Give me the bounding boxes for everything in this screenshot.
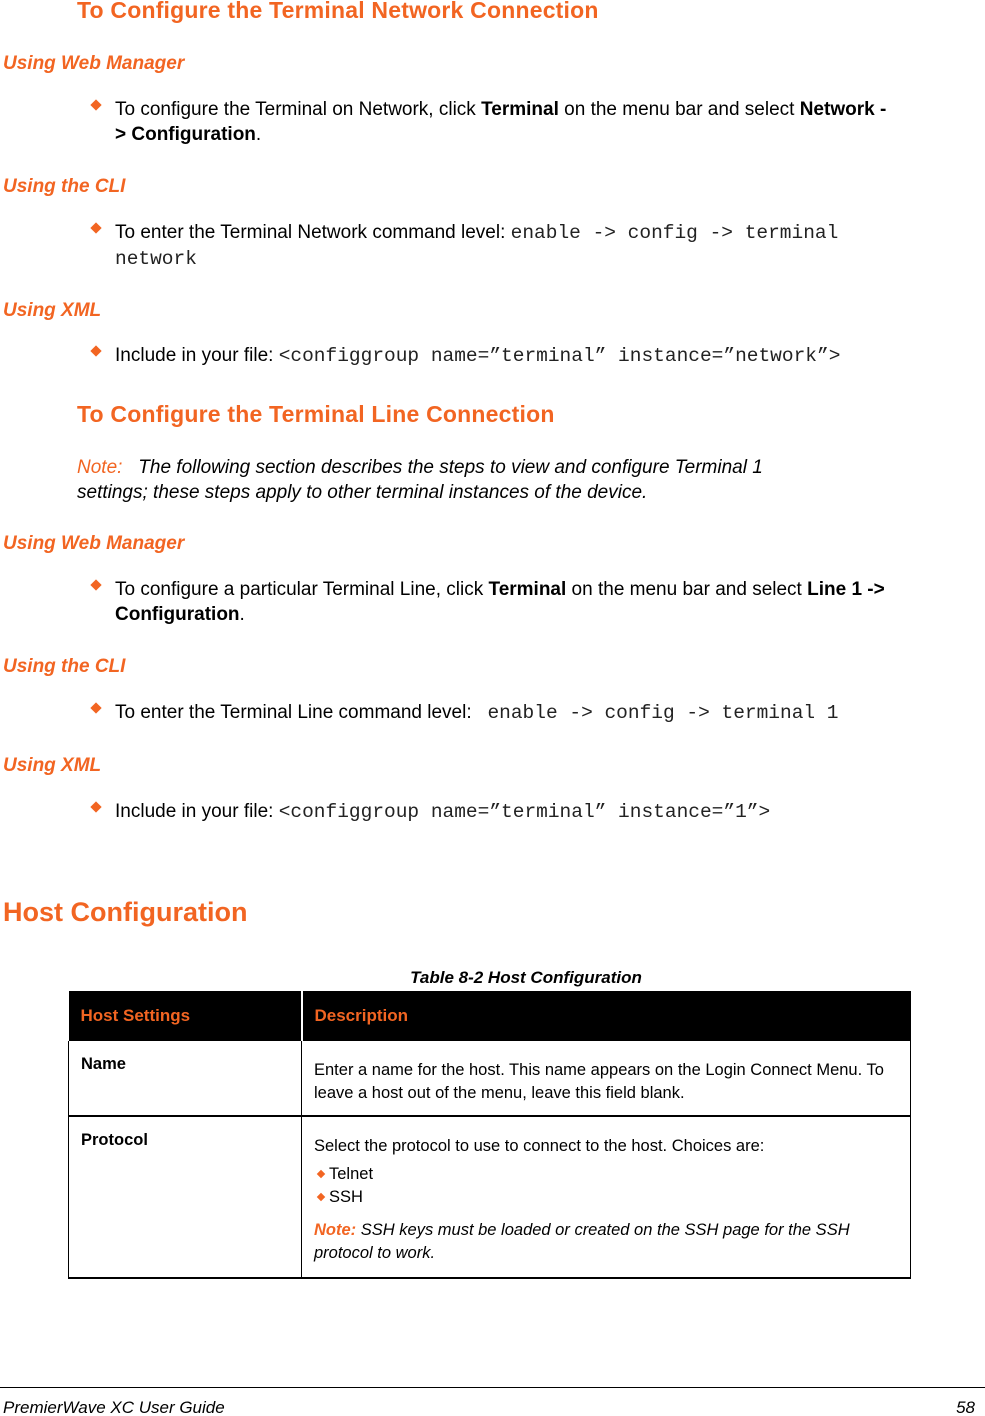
bullet-icon (90, 579, 101, 590)
bullet-icon (90, 801, 101, 812)
bullet-icon (317, 1193, 325, 1201)
bullet-icon (90, 702, 101, 713)
table-row (69, 1116, 911, 1278)
instruction-xml-network: Include in your file: <configgroup name=”terminal” instance=”network”> (115, 345, 841, 367)
bullet-icon (90, 345, 101, 356)
choice-item: SSH (314, 1186, 898, 1209)
setting-protocol: Protocol (69, 1116, 302, 1278)
instruction-cli-line: To enter the Terminal Line command level: enable -> config -> terminal 1 (115, 702, 839, 724)
table-row (69, 1041, 911, 1116)
description-name: Enter a name for the host. This name appears on the Login Connect Menu. To leave a host out of the menu, leave this field blank. (302, 1041, 911, 1116)
column-header-settings: Host Settings (69, 991, 302, 1041)
description-protocol (302, 1116, 911, 1278)
bullet-icon (90, 99, 101, 110)
setting-name: Name (69, 1041, 302, 1116)
footer-title: PremierWave XC User Guide (3, 1398, 225, 1416)
protocol-intro: Select the protocol to use to connect to the host. Choices are: (314, 1137, 765, 1155)
instruction-web-network: To configure the Terminal on Network, click Terminal on the menu bar and select Network - > Configuration. (115, 99, 887, 145)
instruction-web-line: To configure a particular Terminal Line, click Terminal on the menu bar and select Line 1 -> Configuration. (115, 579, 885, 625)
subheading-cli: Using the CLI (3, 176, 126, 197)
choice-item: Telnet (314, 1163, 898, 1186)
subheading-xml: Using XML (3, 755, 102, 776)
subheading-cli: Using the CLI (3, 656, 126, 677)
instruction-xml-line: Include in your file: <configgroup name=”terminal” instance=”1”> (115, 801, 771, 823)
protocol-note: Note: SSH keys must be loaded or created on the SSH page for the SSH protocol to work. (314, 1221, 850, 1262)
bullet-icon (317, 1170, 325, 1178)
bullet-icon (90, 222, 101, 233)
footer-divider (0, 1387, 985, 1388)
subheading-web-manager: Using Web Manager (3, 53, 185, 74)
column-header-description: Description (302, 991, 911, 1041)
table-header-row (69, 991, 911, 1041)
note: Note: The following section describes the steps to view and configure Terminal 1 settings; these steps apply to other terminal instances of the device. (77, 457, 763, 503)
subheading-xml: Using XML (3, 300, 102, 321)
page-number: 58 (956, 1398, 975, 1416)
section-heading-line: To Configure the Terminal Line Connection (77, 401, 555, 427)
subheading-web-manager: Using Web Manager (3, 533, 185, 554)
instruction-cli-network: To enter the Terminal Network command level: enable -> config -> terminal network (115, 222, 839, 270)
table-caption: Table 8-2 Host Configuration (410, 968, 642, 987)
host-configuration-table (68, 991, 911, 1279)
section-heading-host: Host Configuration (3, 897, 248, 927)
section-heading-network: To Configure the Terminal Network Connection (77, 0, 599, 23)
